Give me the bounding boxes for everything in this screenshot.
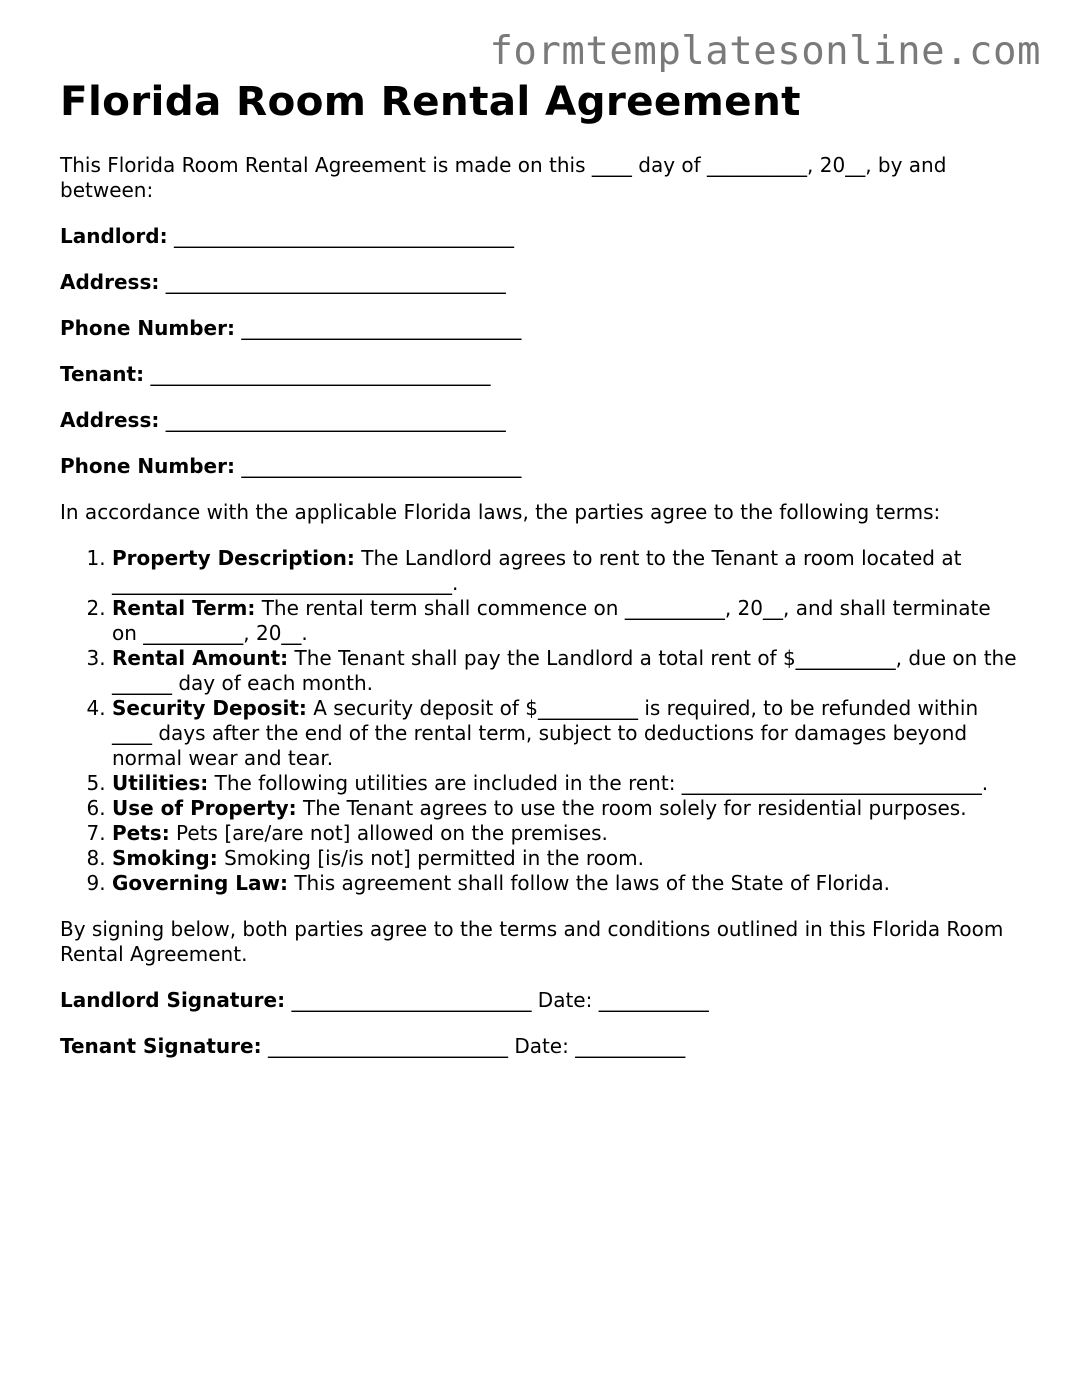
term-smoking [112,846,1020,871]
term-security-deposit [112,696,1020,771]
term-text: The Tenant shall pay the Landlord a total rent of $__________, due on the ______ day of each month. [112,646,1017,695]
landlord-address-field [60,270,1020,295]
watermark-text: formtemplatesonline.com [489,29,1041,74]
tenant-signature-line [60,1034,1020,1059]
term-label: Use of Property: [112,796,297,820]
tenant-field [60,362,1020,387]
term-governing-law [112,871,1020,896]
tenant-address-field [60,408,1020,433]
field-label: Phone Number: [60,454,235,478]
term-text: Pets [are/are not] allowed on the premises. [176,821,608,845]
term-rental-amount [112,646,1020,696]
field-blank: __________________________________ [165,408,506,432]
tenant-phone-field [60,454,1020,479]
term-pets [112,821,1020,846]
term-text: The Landlord agrees to rent to the Tenant a room located at __________________________________. [112,546,962,595]
term-label: Rental Term: [112,596,256,620]
field-label: Address: [60,408,160,432]
page-title: Florida Room Rental Agreement [60,77,801,125]
term-rental-term [112,596,1020,646]
field-label: Tenant: [60,362,145,386]
term-text: The following utilities are included in the rent: ______________________________. [214,771,989,795]
term-text: A security deposit of $__________ is required, to be refunded within ____ days after the end of the rental term, subject to deductions for damages beyond normal wear and tear. [112,696,979,770]
field-blank: __________________________________ [165,270,506,294]
intro-paragraph: This Florida Room Rental Agreement is made on this ____ day of __________, 20__, by and between: [60,153,947,202]
term-label: Governing Law: [112,871,288,895]
landlord-phone-field [60,316,1020,341]
field-label: Landlord: [60,224,168,248]
date-label: Date: [537,988,593,1012]
term-utilities [112,771,1020,796]
field-blank: __________________________________ [150,362,491,386]
term-label: Utilities: [112,771,209,795]
field-label: Phone Number: [60,316,235,340]
landlord-field [60,224,1020,249]
term-use-of-property [112,796,1020,821]
signature-label: Tenant Signature: [60,1034,262,1058]
date-label: Date: [514,1034,569,1058]
closing-paragraph: By signing below, both parties agree to the terms and conditions outlined in this Florida Room Rental Agreement. [60,917,1004,966]
term-text: The Tenant agrees to use the room solely for residential purposes. [303,796,967,820]
field-blank: ____________________________ [241,454,522,478]
document-page [60,78,1020,1080]
date-blank: ___________ [598,988,709,1012]
field-blank: ____________________________ [241,316,522,340]
date-blank: ___________ [575,1034,686,1058]
term-text: The rental term shall commence on __________, 20__, and shall terminate on __________, 20__. [112,596,991,645]
signature-label: Landlord Signature: [60,988,286,1012]
term-property-description [112,546,1020,596]
term-text: Smoking [is/is not] permitted in the room. [224,846,644,870]
term-label: Rental Amount: [112,646,289,670]
signature-blank: ________________________ [267,1034,508,1058]
field-blank: __________________________________ [173,224,514,248]
term-label: Property Description: [112,546,355,570]
signature-blank: ________________________ [291,988,532,1012]
field-label: Address: [60,270,160,294]
term-text: This agreement shall follow the laws of the State of Florida. [294,871,890,895]
terms-lead-paragraph: In accordance with the applicable Florida laws, the parties agree to the following terms: [60,500,941,524]
term-label: Pets: [112,821,170,845]
landlord-signature-line [60,988,1020,1013]
term-label: Smoking: [112,846,218,870]
terms-list [60,546,1020,896]
term-label: Security Deposit: [112,696,307,720]
